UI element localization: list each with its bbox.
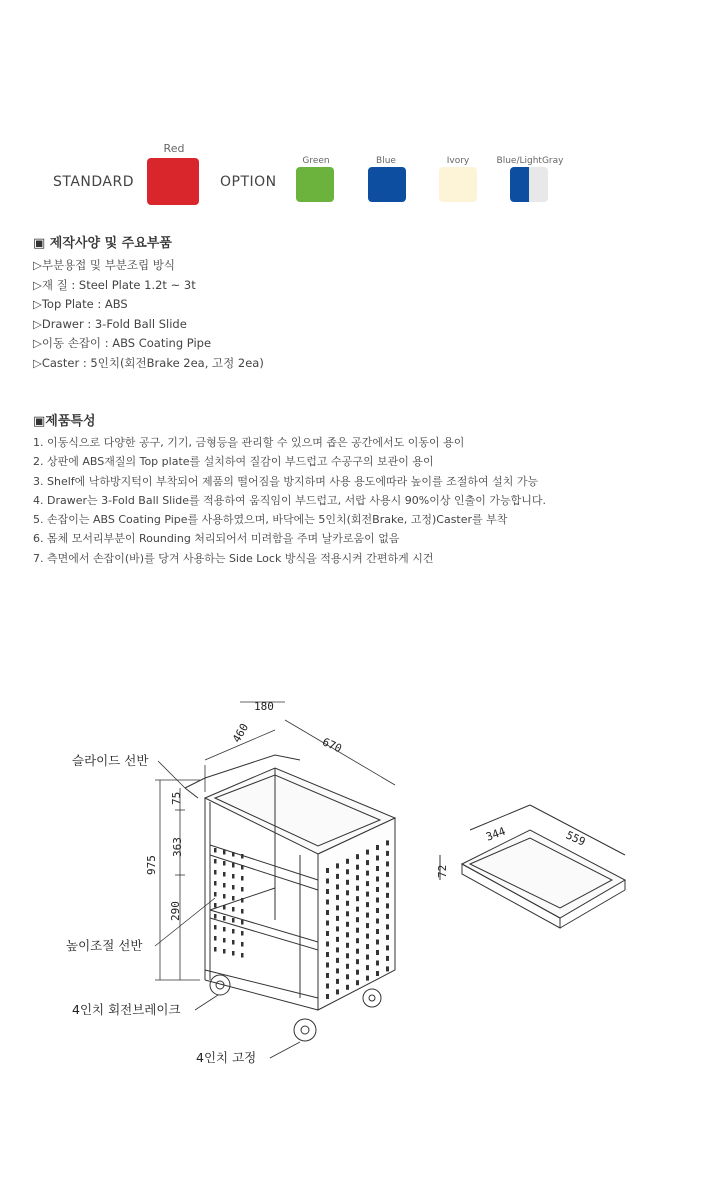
perforation-hole (376, 950, 379, 955)
perforation-hole (336, 863, 339, 868)
spec-item: ▷부분용접 및 부분조립 방식 (33, 258, 176, 272)
dim-670: 670 (320, 735, 344, 756)
perforation-hole (346, 964, 349, 969)
perforation-hole (346, 869, 349, 874)
perforation-hole (356, 938, 359, 943)
perforation-hole (214, 892, 217, 897)
perforation-hole (241, 887, 244, 892)
perforation-hole (214, 947, 217, 952)
perforation-hole (326, 963, 329, 968)
perforation-hole (386, 893, 389, 898)
perforation-hole (214, 848, 217, 853)
perforation-hole (241, 898, 244, 903)
cart-drawing (0, 680, 709, 1100)
perforation-hole (336, 926, 339, 931)
perforation-hole (326, 910, 329, 915)
perforation-hole (326, 868, 329, 873)
callout-caster-fixed: 4인치 고정 (196, 1050, 257, 1065)
swatch-half-blue (510, 167, 529, 202)
callout-slide-shelf: 슬라이드 선반 (72, 753, 149, 768)
perforation-hole (336, 905, 339, 910)
perforation-hole (356, 928, 359, 933)
perforation-hole (232, 863, 235, 868)
perforation-hole (386, 966, 389, 971)
perforation-hole (386, 882, 389, 887)
perforation-hole (326, 942, 329, 947)
perforation-hole (376, 877, 379, 882)
callout-caster-brake: 4인치 회전브레이크 (72, 1002, 181, 1017)
perforation-hole (336, 968, 339, 973)
perforation-hole (346, 901, 349, 906)
perforation-hole (386, 956, 389, 961)
perforation-hole (336, 884, 339, 889)
perforation-hole (386, 914, 389, 919)
perforation-hole (326, 952, 329, 957)
option-color-name-green: Green (302, 156, 330, 166)
perforation-hole (366, 850, 369, 855)
dim-72: 72 (436, 864, 449, 878)
perforation-hole (366, 860, 369, 865)
perforation-hole (232, 929, 235, 934)
perforation-hole (336, 874, 339, 879)
perforation-hole (336, 958, 339, 963)
dim-975: 975 (145, 855, 158, 875)
perforation-hole (232, 940, 235, 945)
feature-item: 7. 측면에서 손잡이(바)를 당겨 사용하는 Side Lock 방식을 적용시켜 간편하게 시건 (33, 551, 434, 565)
drawer-drawing (440, 805, 625, 928)
perforation-hole (232, 852, 235, 857)
spec-item: ▷재 질 : Steel Plate 1.2t ~ 3t (33, 277, 196, 292)
perforation-hole (386, 924, 389, 929)
standard-color-swatch (147, 158, 199, 205)
perforation-hole (376, 929, 379, 934)
perforation-hole (214, 859, 217, 864)
perforation-hole (386, 903, 389, 908)
perforation-hole (336, 947, 339, 952)
perforation-hole (356, 949, 359, 954)
perforation-hole (366, 913, 369, 918)
spec-item: ▷이동 손잡이 : ABS Coating Pipe (33, 336, 212, 350)
dim-290: 290 (169, 901, 182, 921)
perforation-hole (356, 854, 359, 859)
perforation-hole (366, 934, 369, 939)
perforation-hole (366, 892, 369, 897)
perforation-hole (346, 974, 349, 979)
perforation-hole (356, 865, 359, 870)
perforation-hole (386, 851, 389, 856)
perforation-hole (326, 994, 329, 999)
perforation-hole (366, 976, 369, 981)
perforation-hole (326, 879, 329, 884)
perforation-hole (346, 922, 349, 927)
perforation-hole (232, 918, 235, 923)
option-color-swatch-blue (368, 167, 406, 202)
perforation-hole (346, 911, 349, 916)
option-color-swatch-blue-lightgray (510, 167, 548, 202)
perforation-hole (223, 861, 226, 866)
option-label: OPTION (220, 174, 277, 190)
option-color-name-blue-lightgray: Blue/LightGray (496, 156, 564, 166)
perforation-hole (214, 936, 217, 941)
perforation-hole (232, 874, 235, 879)
perforation-hole (356, 907, 359, 912)
perforation-hole (336, 895, 339, 900)
perforation-hole (326, 984, 329, 989)
color-section (0, 0, 709, 220)
standard-color-name: Red (163, 142, 185, 155)
option-color-swatch-ivory (439, 167, 477, 202)
perforation-hole (232, 896, 235, 901)
standard-label: STANDARD (53, 174, 135, 190)
dim-75: 75 (170, 791, 183, 805)
perforation-hole (386, 840, 389, 845)
perforation-hole (376, 919, 379, 924)
perforation-hole (366, 871, 369, 876)
perforation-hole (366, 902, 369, 907)
option-color-name-ivory: Ivory (446, 156, 470, 166)
perforation-hole (223, 894, 226, 899)
specs-title: ▣ 제작사양 및 주요부품 (33, 236, 172, 251)
dim-344: 344 (484, 824, 508, 844)
perforation-hole (232, 907, 235, 912)
perforation-hole (356, 980, 359, 985)
perforation-hole (214, 870, 217, 875)
swatch-half-lightgray (529, 167, 548, 202)
perforation-hole (366, 923, 369, 928)
callout-height-shelf: 높이조절 선반 (66, 938, 143, 953)
perforation-hole (376, 845, 379, 850)
perforation-hole (346, 890, 349, 895)
perforation-hole (376, 971, 379, 976)
spec-item: ▷Drawer : 3-Fold Ball Slide (33, 316, 187, 331)
perforation-hole (214, 925, 217, 930)
dim-180: 180 (254, 700, 274, 713)
perforation-hole (241, 931, 244, 936)
perforation-hole (336, 979, 339, 984)
feature-item: 5. 손잡이는 ABS Coating Pipe를 사용하였으며, 바닥에는 5인치(회전Brake, 고정)Caster를 부착 (33, 513, 508, 527)
perforation-hole (366, 881, 369, 886)
perforation-hole (232, 951, 235, 956)
perforation-hole (376, 898, 379, 903)
features-section (33, 410, 703, 568)
perforation-hole (336, 937, 339, 942)
perforation-hole (376, 908, 379, 913)
feature-item: 6. 몸체 모서리부분이 Rounding 처리되어서 미려함을 주며 날카로움이 없음 (33, 532, 400, 546)
perforation-hole (356, 959, 359, 964)
perforation-hole (366, 944, 369, 949)
perforation-hole (326, 931, 329, 936)
perforation-hole (223, 883, 226, 888)
perforation-hole (241, 909, 244, 914)
perforation-hole (376, 940, 379, 945)
perforation-hole (366, 965, 369, 970)
perforation-hole (356, 896, 359, 901)
perforation-hole (386, 861, 389, 866)
perforation-hole (326, 921, 329, 926)
feature-item: 1. 이동식으로 다양한 공구, 기기, 금형등을 관리할 수 있으며 좁은 공간에서도 이동이 용이 (33, 436, 465, 449)
spec-item: ▷Caster : 5인치(회전Brake 2ea, 고정 2ea) (33, 355, 264, 370)
spec-item: ▷Top Plate : ABS (33, 297, 128, 311)
features-title: ▣제품특성 (33, 414, 96, 429)
dim-363: 363 (171, 837, 184, 857)
option-color-name-blue: Blue (376, 156, 396, 166)
perforation-hole (376, 866, 379, 871)
perforation-hole (326, 889, 329, 894)
perforation-hole (223, 938, 226, 943)
perforation-hole (241, 854, 244, 859)
perforation-hole (356, 875, 359, 880)
feature-item: 2. 상판에 ABS재질의 Top plate를 설치하여 질감이 부드럽고 수공구의 보관이 용이 (33, 455, 434, 469)
perforation-hole (336, 916, 339, 921)
perforation-hole (223, 927, 226, 932)
perforation-hole (241, 865, 244, 870)
perforation-hole (346, 859, 349, 864)
perforation-hole (376, 856, 379, 861)
perforation-hole (386, 935, 389, 940)
perforation-hole (214, 914, 217, 919)
perforation-hole (232, 885, 235, 890)
perforation-hole (326, 973, 329, 978)
dim-559: 559 (563, 828, 588, 849)
perforation-hole (376, 961, 379, 966)
perforation-hole (223, 916, 226, 921)
perforation-hole (346, 932, 349, 937)
perforation-hole (356, 886, 359, 891)
option-color-swatch-green (296, 167, 334, 202)
perforation-hole (223, 905, 226, 910)
perforation-hole (241, 942, 244, 947)
perforation-hole (346, 953, 349, 958)
perforation-hole (214, 903, 217, 908)
perforation-hole (356, 917, 359, 922)
perforation-hole (366, 955, 369, 960)
perforation-hole (346, 943, 349, 948)
perforation-hole (326, 900, 329, 905)
feature-item: 3. Shelf에 낙하방지턱이 부착되어 제품의 떨어짐을 방지하며 사용 용도에따라 높이를 조절하여 설치 가능 (33, 474, 539, 488)
perforation-hole (241, 953, 244, 958)
specs-section (33, 232, 693, 373)
perforation-hole (346, 985, 349, 990)
perforation-hole (386, 945, 389, 950)
perforation-hole (241, 876, 244, 881)
perforation-hole (223, 850, 226, 855)
perforation-hole (223, 872, 226, 877)
perforation-hole (241, 920, 244, 925)
perforation-hole (223, 949, 226, 954)
perforation-hole (376, 887, 379, 892)
perforation-hole (214, 881, 217, 886)
feature-item: 4. Drawer는 3-Fold Ball Slide를 적용하여 움직임이 부드럽고, 서랍 사용시 90%이상 인출이 가능합니다. (33, 493, 546, 507)
dim-460: 460 (229, 721, 252, 745)
perforation-hole (346, 880, 349, 885)
perforation-hole (386, 872, 389, 877)
perforation-hole (356, 970, 359, 975)
perforation-hole (336, 989, 339, 994)
